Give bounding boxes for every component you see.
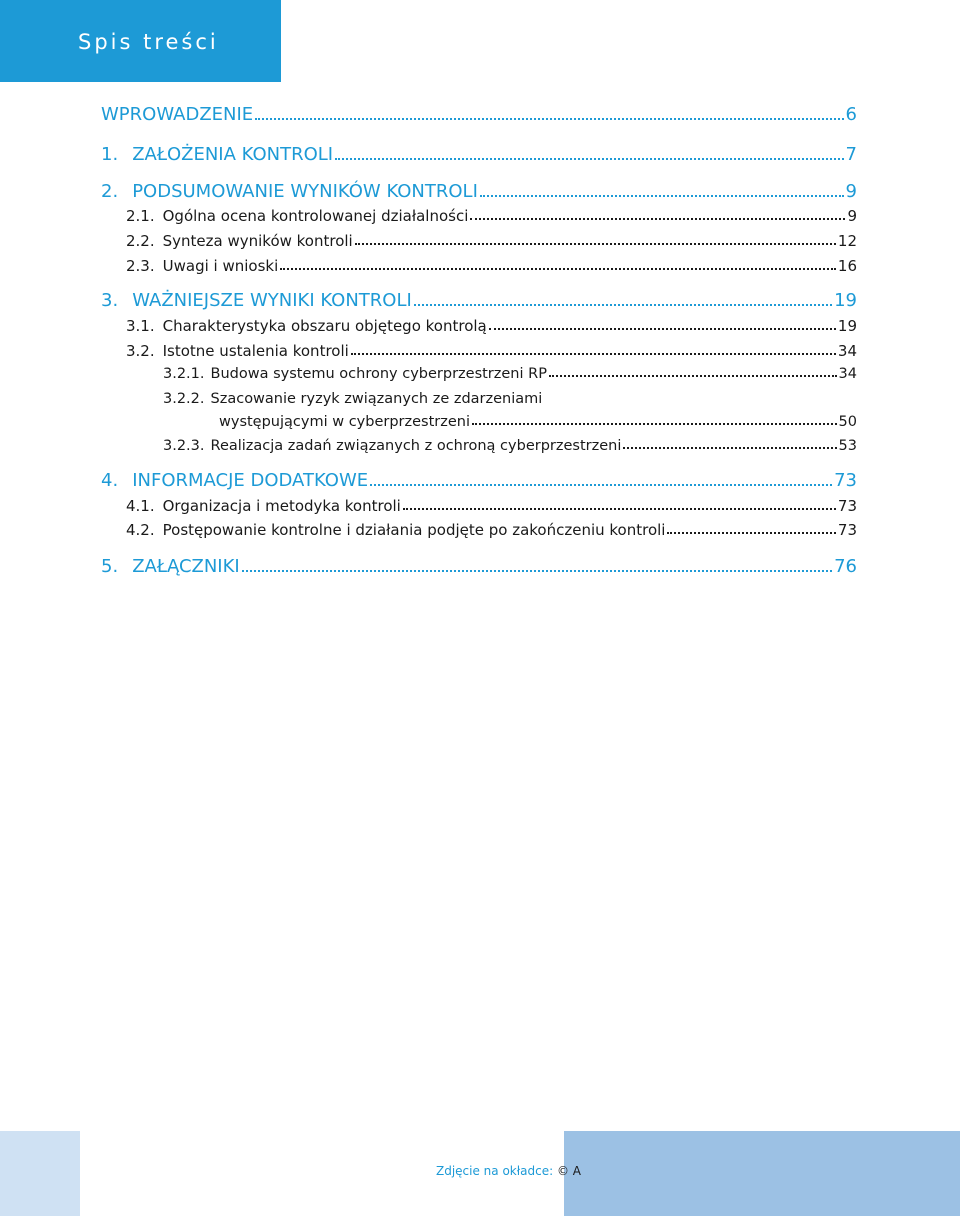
toc-entry-title: ZAŁĄCZNIKI [132,556,240,577]
toc-entry-page: 76 [834,556,857,577]
toc-entry-page: 7 [845,144,857,165]
toc-leader [351,353,836,355]
toc-entry-title: Budowa systemu ochrony cyberprzestrzeni RP [210,366,547,382]
toc-entry-title: ZAŁOŻENIA KONTROLI [132,144,334,165]
footer-block-light [0,1131,80,1216]
toc-leader [414,304,832,306]
toc-entry-title: INFORMACJE DODATKOWE [132,470,369,491]
toc-entry-page: 73 [834,470,857,491]
toc-entry-3-2-3[interactable] [163,438,857,454]
toc-entry-number: 3.1. [126,317,155,335]
toc-entry-page: 34 [837,342,857,360]
toc-leader [403,508,836,510]
toc-entry-number: 2.3. [126,257,155,275]
toc-entry-number: 4.1. [126,497,155,515]
toc-leader [667,532,835,534]
toc-entry-number: 3.2.1. [163,366,205,382]
toc-entry-title: Szacowanie ryzyk związanych ze zdarzeniami [210,391,543,407]
toc-entry-page: 73 [837,521,857,539]
toc-entry-page: 6 [845,104,857,125]
toc-leader [623,447,836,449]
toc-entry-2-1[interactable] [126,207,857,225]
toc-entry-title-continued: występującymi w cyberprzestrzeni [219,414,470,430]
toc-leader [472,423,837,425]
toc-leader [335,158,843,160]
header-band [0,0,281,82]
toc-leader [280,268,836,270]
toc-entry-number: 2. [101,181,119,202]
toc-entry-number: 1. [101,144,119,165]
toc-entry-title: Realizacja zadań związanych z ochroną cyberprzestrzeni [210,438,622,454]
photo-credit-value: © A [556,1164,582,1178]
toc-entry-page: 16 [837,257,857,275]
toc-entry-4[interactable] [101,470,857,491]
toc-entry-page: 19 [834,290,857,311]
toc-entry-title: PODSUMOWANIE WYNIKÓW KONTROLI [132,181,478,202]
toc-entry-title: Organizacja i metodyka kontroli [162,497,401,515]
toc-entry-number: 2.2. [126,232,155,250]
toc-entry-page: 12 [837,232,857,250]
toc-entry-page: 9 [845,181,857,202]
toc-leader [480,195,844,197]
toc-entry-2[interactable] [101,181,857,202]
footer-block-blue [564,1131,960,1216]
toc-entry-number: 5. [101,556,119,577]
toc-entry-number: 2.1. [126,207,155,225]
toc-entry-title: Synteza wyników kontroli [162,232,353,250]
toc-entry-3[interactable] [101,290,857,311]
toc-entry-number: 4. [101,470,119,491]
toc-entry-number: 3. [101,290,119,311]
toc-entry-introduction[interactable] [101,104,857,125]
toc-leader [255,118,843,120]
toc-entry-3-2-1[interactable] [163,366,857,382]
toc-entry-number: 4.2. [126,521,155,539]
toc-entry-title: WAŻNIEJSZE WYNIKI KONTROLI [132,290,412,311]
toc-entry-page: 53 [838,438,857,454]
toc-entry-title: Uwagi i wnioski [162,257,279,275]
toc-entry-title: Ogólna ocena kontrolowanej działalności [162,207,469,225]
toc-entry-3-2[interactable] [126,342,857,360]
toc-leader [549,375,837,377]
toc-entry-title: Istotne ustalenia kontroli [162,342,349,360]
toc-entry-page: 50 [838,414,857,430]
toc-leader [242,570,832,572]
toc-entry-number: 3.2. [126,342,155,360]
toc-leader [370,484,832,486]
toc-entry-number: 3.2.3. [163,438,205,454]
toc-entry-5[interactable] [101,556,857,577]
photo-credit-label: Zdjęcie na okładce: [436,1164,554,1178]
toc-entry-2-2[interactable] [126,232,857,250]
toc-entry-page: 34 [838,366,857,382]
toc-entry-title: WPROWADZENIE [101,104,254,125]
toc-leader [470,218,845,220]
toc-entry-page: 19 [837,317,857,335]
toc-entry-number: 3.2.2. [163,391,205,407]
toc-entry-page: 9 [847,207,857,225]
toc-entry-title: Postępowanie kontrolne i działania podjęte po zakończeniu kontroli [162,521,666,539]
toc-leader [489,328,836,330]
toc-leader [355,243,836,245]
toc-entry-3-2-2-cont[interactable] [219,414,857,430]
toc-entry-1[interactable] [101,144,857,165]
toc-entry-3-2-2[interactable] [163,391,542,407]
toc-entry-3-1[interactable] [126,317,857,335]
page-title: Spis treści [78,30,219,54]
toc-entry-2-3[interactable] [126,257,857,275]
toc-entry-page: 73 [837,497,857,515]
toc-entry-4-2[interactable] [126,521,857,539]
toc-entry-title: Charakterystyka obszaru objętego kontrolą [162,317,487,335]
toc-entry-4-1[interactable] [126,497,857,515]
photo-credit [436,1164,581,1178]
